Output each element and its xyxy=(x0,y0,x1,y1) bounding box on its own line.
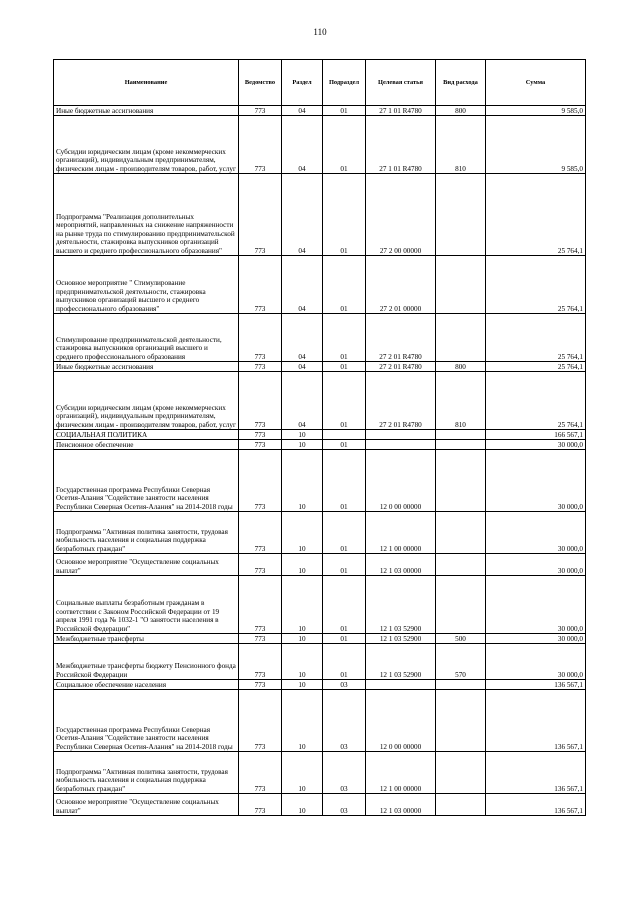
row-target-item: 12 1 00 00000 xyxy=(366,512,436,554)
row-department: 773 xyxy=(239,512,282,554)
row-department: 773 xyxy=(239,644,282,680)
row-department: 773 xyxy=(239,430,282,440)
row-name: Основное мероприятие " Стимулирование предпринимательской деятельности, стажировка выпускников организаций высшего и среднего профессионального образования" xyxy=(54,256,239,314)
row-amount: 136 567,1 xyxy=(486,680,586,690)
row-amount: 30 000,0 xyxy=(486,450,586,512)
row-name: Субсидии юридическим лицам (кроме некоммерческих организаций), индивидуальным предпринимателям, физическим лицам - производителям товаров, работ, услуг xyxy=(54,116,239,174)
row-subsection: 03 xyxy=(323,680,366,690)
row-section: 10 xyxy=(282,450,323,512)
row-amount: 30 000,0 xyxy=(486,634,586,644)
row-expense-type xyxy=(436,690,486,752)
table-row xyxy=(54,644,586,680)
row-name: Стимулирование предпринимательской деятельности, стажировка выпускников организаций высшего и среднего профессионального образования xyxy=(54,314,239,362)
row-subsection: 03 xyxy=(323,690,366,752)
row-department: 773 xyxy=(239,256,282,314)
row-department: 773 xyxy=(239,576,282,634)
row-expense-type: 570 xyxy=(436,644,486,680)
table-row xyxy=(54,690,586,752)
row-department: 773 xyxy=(239,440,282,450)
row-department: 773 xyxy=(239,372,282,430)
row-department: 773 xyxy=(239,752,282,794)
row-name: Иные бюджетные ассигнования xyxy=(54,106,239,116)
row-target-item: 12 1 03 00000 xyxy=(366,554,436,576)
table-row xyxy=(54,256,586,314)
row-department: 773 xyxy=(239,362,282,372)
header-section: Раздел xyxy=(282,60,323,106)
row-subsection: 01 xyxy=(323,440,366,450)
row-expense-type xyxy=(436,576,486,634)
header-subsection: Подраздел xyxy=(323,60,366,106)
table-row xyxy=(54,752,586,794)
row-expense-type xyxy=(436,554,486,576)
row-expense-type xyxy=(436,256,486,314)
row-department: 773 xyxy=(239,794,282,816)
row-name: Межбюджетные трансферты xyxy=(54,634,239,644)
row-expense-type xyxy=(436,680,486,690)
row-subsection: 01 xyxy=(323,116,366,174)
row-expense-type xyxy=(436,174,486,256)
table-row xyxy=(54,450,586,512)
row-subsection: 01 xyxy=(323,634,366,644)
row-subsection: 01 xyxy=(323,362,366,372)
row-section: 10 xyxy=(282,576,323,634)
header-department: Ведомство xyxy=(239,60,282,106)
row-target-item: 27 1 01 R4780 xyxy=(366,106,436,116)
row-section: 04 xyxy=(282,106,323,116)
row-expense-type xyxy=(436,752,486,794)
row-name: Государственная программа Республики Северная Осетия-Алания "Содействие занятости населения Республики Северная Осетия-Алания" на 2014-2018 годы xyxy=(54,450,239,512)
row-section: 10 xyxy=(282,794,323,816)
table-row xyxy=(54,634,586,644)
row-subsection: 03 xyxy=(323,794,366,816)
row-subsection: 01 xyxy=(323,256,366,314)
row-name: Пенсионное обеспечение xyxy=(54,440,239,450)
row-expense-type: 800 xyxy=(436,362,486,372)
row-name: Государственная программа Республики Северная Осетия-Алания "Содействие занятости населения Республики Северная Осетия-Алания" на 2014-2018 годы xyxy=(54,690,239,752)
row-section: 04 xyxy=(282,116,323,174)
row-section: 10 xyxy=(282,752,323,794)
row-target-item: 27 2 01 00000 xyxy=(366,256,436,314)
row-subsection: 01 xyxy=(323,644,366,680)
row-expense-type xyxy=(436,794,486,816)
header-expense-type: Вид расхода xyxy=(436,60,486,106)
row-department: 773 xyxy=(239,680,282,690)
row-section: 10 xyxy=(282,554,323,576)
header-amount: Сумма xyxy=(486,60,586,106)
row-amount: 136 567,1 xyxy=(486,794,586,816)
table-row xyxy=(54,106,586,116)
row-target-item: 12 1 03 52900 xyxy=(366,644,436,680)
row-name: Субсидии юридическим лицам (кроме некоммерческих организаций), индивидуальным предпринимателям, физическим лицам - производителям товаров, работ, услуг xyxy=(54,372,239,430)
table-row xyxy=(54,372,586,430)
row-section: 04 xyxy=(282,256,323,314)
row-expense-type xyxy=(436,512,486,554)
row-target-item xyxy=(366,440,436,450)
row-expense-type xyxy=(436,314,486,362)
table-row xyxy=(54,794,586,816)
row-section: 04 xyxy=(282,174,323,256)
row-target-item: 12 0 00 00000 xyxy=(366,690,436,752)
row-department: 773 xyxy=(239,690,282,752)
row-amount: 25 764,1 xyxy=(486,314,586,362)
table-row xyxy=(54,430,586,440)
row-expense-type xyxy=(436,440,486,450)
row-amount: 166 567,1 xyxy=(486,430,586,440)
header-target-item: Целевая статья xyxy=(366,60,436,106)
row-expense-type: 500 xyxy=(436,634,486,644)
row-department: 773 xyxy=(239,634,282,644)
row-name: Подпрограмма "Активная политика занятости, трудовая мобильность населения и социальная поддержка безработных граждан" xyxy=(54,752,239,794)
table-row xyxy=(54,174,586,256)
row-subsection: 01 xyxy=(323,576,366,634)
row-amount: 30 000,0 xyxy=(486,554,586,576)
row-section: 10 xyxy=(282,634,323,644)
row-amount: 136 567,1 xyxy=(486,690,586,752)
budget-table xyxy=(53,59,586,816)
row-expense-type: 810 xyxy=(436,116,486,174)
row-name: Иные бюджетные ассигнования xyxy=(54,362,239,372)
row-name: Социальное обеспечение населения xyxy=(54,680,239,690)
table-row xyxy=(54,116,586,174)
row-target-item: 27 2 00 00000 xyxy=(366,174,436,256)
row-target-item: 12 1 03 00000 xyxy=(366,794,436,816)
row-section: 10 xyxy=(282,680,323,690)
row-amount: 25 764,1 xyxy=(486,372,586,430)
table-row xyxy=(54,314,586,362)
row-target-item: 27 1 01 R4780 xyxy=(366,116,436,174)
row-target-item: 12 1 00 00000 xyxy=(366,752,436,794)
page-number: 110 xyxy=(313,27,327,37)
row-expense-type: 800 xyxy=(436,106,486,116)
table-row xyxy=(54,440,586,450)
row-subsection: 01 xyxy=(323,106,366,116)
row-department: 773 xyxy=(239,554,282,576)
row-amount: 30 000,0 xyxy=(486,644,586,680)
row-department: 773 xyxy=(239,314,282,362)
row-target-item: 12 0 00 00000 xyxy=(366,450,436,512)
table-body xyxy=(54,106,586,816)
row-amount: 25 764,1 xyxy=(486,256,586,314)
table-row xyxy=(54,362,586,372)
row-target-item: 12 1 03 52900 xyxy=(366,576,436,634)
row-subsection: 01 xyxy=(323,450,366,512)
row-name: СОЦИАЛЬНАЯ ПОЛИТИКА xyxy=(54,430,239,440)
row-target-item xyxy=(366,430,436,440)
row-expense-type xyxy=(436,450,486,512)
row-department: 773 xyxy=(239,106,282,116)
row-amount: 25 764,1 xyxy=(486,174,586,256)
header-name: Наименование xyxy=(54,60,239,106)
table-row xyxy=(54,576,586,634)
row-amount: 9 585,0 xyxy=(486,116,586,174)
table-row xyxy=(54,512,586,554)
row-name: Основное мероприятие "Осуществление социальных выплат" xyxy=(54,794,239,816)
row-section: 10 xyxy=(282,644,323,680)
row-department: 773 xyxy=(239,174,282,256)
row-subsection: 01 xyxy=(323,314,366,362)
row-target-item: 27 2 01 R4780 xyxy=(366,314,436,362)
row-section: 04 xyxy=(282,362,323,372)
row-name: Подпрограмма "Активная политика занятости, трудовая мобильность населения и социальная поддержка безработных граждан" xyxy=(54,512,239,554)
row-target-item: 12 1 03 52900 xyxy=(366,634,436,644)
row-name: Социальные выплаты безработным гражданам в соответствии с Законом Российской Федерации от 19 апреля 1991 года № 1032-1 "О занятости населения в Российской Федерации" xyxy=(54,576,239,634)
row-subsection: 01 xyxy=(323,554,366,576)
row-amount: 136 567,1 xyxy=(486,752,586,794)
row-amount: 25 764,1 xyxy=(486,362,586,372)
row-expense-type xyxy=(436,430,486,440)
row-name: Подпрограмма "Реализация дополнительных мероприятий, направленных на снижение напряженности на рынке труда по стимулированию предпринимательской деятельности, стажировка выпускников организаций высшего и среднего профессионального образования" xyxy=(54,174,239,256)
row-subsection xyxy=(323,430,366,440)
table-row xyxy=(54,554,586,576)
row-subsection: 01 xyxy=(323,512,366,554)
row-section: 10 xyxy=(282,690,323,752)
row-section: 04 xyxy=(282,314,323,362)
row-section: 04 xyxy=(282,372,323,430)
row-target-item: 27 2 01 R4780 xyxy=(366,372,436,430)
row-department: 773 xyxy=(239,116,282,174)
row-subsection: 03 xyxy=(323,752,366,794)
row-section: 10 xyxy=(282,430,323,440)
row-name: Межбюджетные трансферты бюджету Пенсионного фонда Российской Федерации xyxy=(54,644,239,680)
table-row xyxy=(54,680,586,690)
row-amount: 9 585,0 xyxy=(486,106,586,116)
row-subsection: 01 xyxy=(323,174,366,256)
row-name: Основное мероприятие "Осуществление социальных выплат" xyxy=(54,554,239,576)
row-subsection: 01 xyxy=(323,372,366,430)
row-amount: 30 000,0 xyxy=(486,440,586,450)
table-header-row xyxy=(54,60,586,106)
row-amount: 30 000,0 xyxy=(486,576,586,634)
row-amount: 30 000,0 xyxy=(486,512,586,554)
row-department: 773 xyxy=(239,450,282,512)
row-section: 10 xyxy=(282,512,323,554)
row-target-item: 27 2 01 R4780 xyxy=(366,362,436,372)
row-section: 10 xyxy=(282,440,323,450)
row-expense-type: 810 xyxy=(436,372,486,430)
row-target-item xyxy=(366,680,436,690)
